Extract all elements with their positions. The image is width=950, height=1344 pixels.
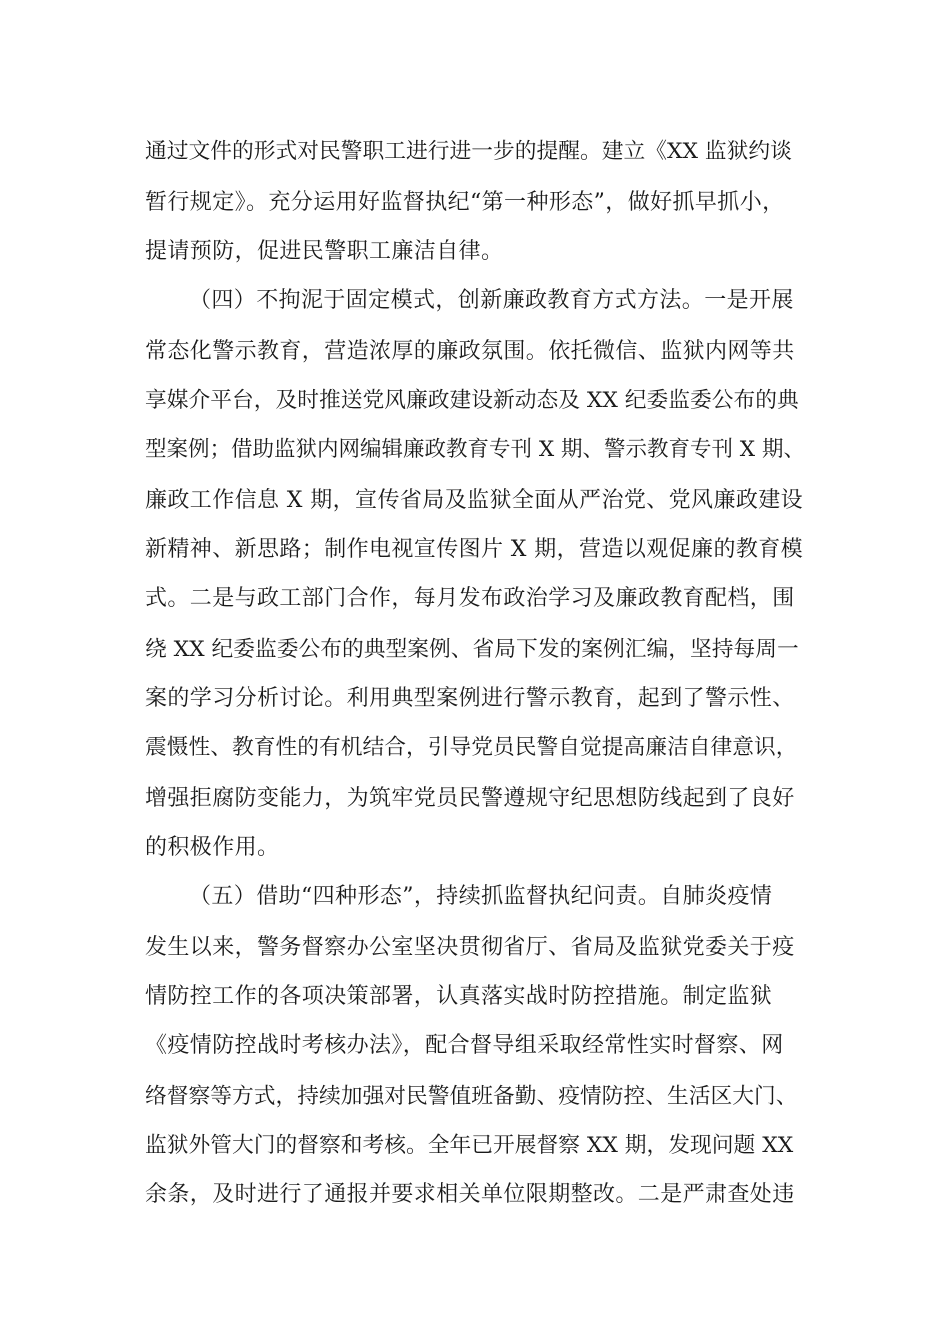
text-line: 震慑性、教育性的有机结合，引导党员民警自觉提高廉洁自律意识， [145, 735, 798, 760]
text-line: 暂行规定》。充分运用好监督执纪“第一种形态”，做好抓早抓小， [145, 190, 785, 215]
text-line: 通过文件的形式对民警职工进行进一步的提醒。建立《XX 监狱约谈 [145, 139, 792, 164]
text-line: 绕 XX 纪委监委公布的典型案例、省局下发的案例汇编，坚持每周一 [145, 637, 799, 662]
paragraph-heading-line: （四）不拘泥于固定模式，创新廉政教育方式方法。一是开展 [189, 288, 794, 313]
paragraph-heading-line: （五）借助“四种形态”，持续抓监督执纪问责。自肺炎疫情 [189, 884, 773, 909]
text-line: 案的学习分析讨论。利用典型案例进行警示教育，起到了警示性、 [145, 686, 795, 711]
text-line: 享媒介平台，及时推送党风廉政建设新动态及 XX 纪委监委公布的典 [145, 388, 799, 413]
text-line: 型案例；借助监狱内网编辑廉政教育专刊 X 期、警示教育专刊 X 期、 [145, 437, 805, 462]
text-line: 《疫情防控战时考核办法》，配合督导组采取经常性实时督察、网 [145, 1033, 784, 1058]
text-line: 增强拒腐防变能力，为筑牢党员民警遵规守纪思想防线起到了良好 [145, 786, 795, 811]
text-line: 的积极作用。 [145, 835, 280, 860]
text-line: 余条，及时进行了通报并要求相关单位限期整改。二是严肃查处违 [145, 1182, 795, 1207]
text-line: 廉政工作信息 X 期，宣传省局及监狱全面从严治党、党风廉政建设 [145, 488, 804, 513]
text-line: 式。二是与政工部门合作，每月发布政治学习及廉政教育配档，围 [145, 586, 795, 611]
text-line: 发生以来，警务督察办公室坚决贯彻省厅、省局及监狱党委关于疫 [145, 935, 795, 960]
text-line: 常态化警示教育，营造浓厚的廉政氛围。依托微信、监狱内网等共 [145, 339, 795, 364]
text-line: 监狱外管大门的督察和考核。全年已开展督察 XX 期，发现问题 XX [145, 1133, 794, 1158]
text-line: 络督察等方式，持续加强对民警值班备勤、疫情防控、生活区大门、 [145, 1084, 798, 1109]
text-line: 提请预防，促进民警职工廉洁自律。 [145, 239, 504, 264]
text-line: 新精神、新思路；制作电视宣传图片 X 期，营造以观促廉的教育模 [145, 537, 804, 562]
text-line: 情防控工作的各项决策部署，认真落实战时防控措施。制定监狱 [145, 984, 773, 1009]
